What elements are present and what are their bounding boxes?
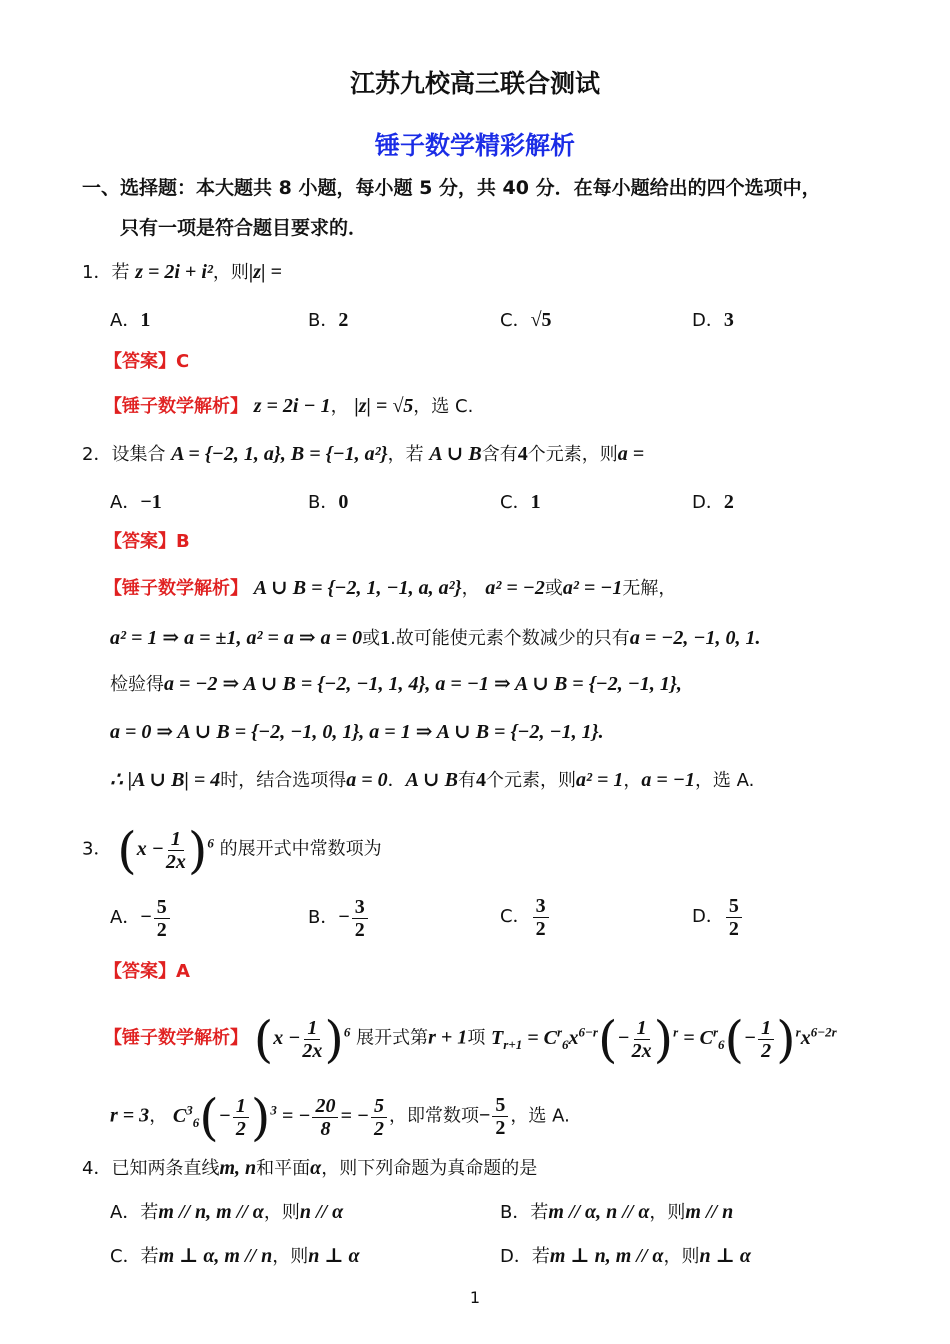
q1-option-a	[110, 308, 150, 333]
q1-expr: z = 2i + i²	[135, 261, 213, 283]
math	[253, 1010, 351, 1069]
math: A ∪ B	[405, 769, 459, 791]
q3-option-b	[308, 892, 370, 943]
q1-ask: |z| =	[248, 261, 282, 283]
math: a² = 1 ⇒ a = ±1, a² = a ⇒ a = 0	[110, 627, 363, 649]
denominator: 2	[495, 1117, 506, 1140]
question-2	[82, 442, 644, 467]
q2-analysis-line-1	[104, 576, 676, 601]
math: x −	[136, 837, 164, 860]
text: 展开式第	[356, 1027, 429, 1049]
numerator: 5	[154, 896, 170, 919]
numerator: 1	[233, 1095, 249, 1118]
question-4	[82, 1156, 537, 1181]
numerator: 3	[352, 896, 368, 919]
q4-option-d	[500, 1244, 751, 1269]
q2-analysis-line-2	[110, 626, 760, 651]
denominator: 2	[373, 1117, 384, 1140]
superscript: 6−2r	[810, 1024, 837, 1039]
q1-option-c	[500, 308, 552, 333]
numerator: 5	[726, 895, 742, 918]
text: ，选 A.	[694, 770, 755, 791]
fraction	[302, 1017, 322, 1062]
subscript: r+1	[503, 1036, 523, 1052]
paren: (	[597, 1010, 618, 1069]
math: = C	[683, 1026, 713, 1049]
math: $C^3_6(-$ $\frac{1}{2}$ )$^3$ = − $\frac{20}{8}$ = − $\frac{5}{2}$	[173, 1105, 389, 1127]
text: 的展开式中常数项为	[219, 838, 382, 860]
fraction	[758, 1017, 774, 1062]
q2-number: 2．	[82, 444, 112, 465]
option-label: D．	[692, 906, 724, 927]
answer-label: 【答案】	[104, 531, 176, 552]
fraction	[154, 896, 170, 941]
q3-expr	[117, 821, 214, 880]
superscript: r	[712, 1024, 719, 1039]
q2-answer	[104, 530, 190, 554]
sign: −	[338, 906, 350, 928]
q3-answer	[104, 960, 190, 984]
text: ，	[623, 770, 642, 791]
superscript: r	[673, 1024, 679, 1039]
text: ，	[149, 1105, 168, 1127]
text: ，则	[663, 1246, 700, 1267]
answer-value: A	[176, 961, 190, 982]
denominator: 2x	[165, 850, 186, 873]
math: T	[491, 1026, 504, 1049]
option-value: √5	[530, 309, 552, 331]
option-label: C．	[110, 1246, 141, 1267]
math: = C	[527, 1026, 557, 1049]
denominator: 8	[320, 1117, 331, 1140]
q2-analysis-line-4	[110, 720, 604, 745]
text: ，则	[272, 1246, 309, 1267]
q4-option-a	[110, 1200, 343, 1225]
sign: −	[140, 906, 152, 928]
fraction	[726, 895, 742, 940]
text: 有	[458, 770, 477, 791]
math: m, n	[219, 1157, 257, 1179]
fraction	[632, 1017, 652, 1062]
q1-number: 1．	[82, 262, 112, 283]
page-number: 1	[469, 1288, 481, 1307]
text: 检验得	[110, 674, 164, 695]
text: 个元素，则	[527, 444, 618, 465]
paren: (	[199, 1088, 219, 1147]
q3-option-a	[110, 892, 172, 943]
math: n // α	[299, 1201, 344, 1223]
text: ，若	[387, 444, 424, 465]
page-title: 江苏九校高三联合测试	[349, 69, 600, 98]
paren: (	[117, 821, 137, 880]
option-label: C．	[500, 906, 531, 927]
math: x	[800, 1026, 811, 1049]
superscript: 6−r	[578, 1024, 598, 1039]
math: −	[617, 1026, 630, 1049]
option-value: 1	[530, 491, 541, 513]
q3-number: 3．	[82, 838, 112, 860]
option-value: 3	[723, 309, 734, 331]
math: 4	[476, 769, 487, 791]
option-label: D．	[692, 310, 724, 331]
math: x	[568, 1026, 579, 1049]
numerator: 1	[304, 1017, 320, 1040]
answer-label: 【答案】	[104, 351, 176, 372]
option-label: B．	[308, 907, 339, 928]
paren: )	[776, 1010, 796, 1069]
question-1	[82, 260, 282, 285]
option-value: 1	[140, 309, 151, 331]
superscript: r	[795, 1024, 801, 1039]
q2-option-a	[110, 490, 162, 515]
superscript: 3	[186, 1102, 193, 1117]
option-label: B．	[308, 492, 339, 513]
q4-option-c	[110, 1244, 360, 1269]
text: ，即常数项	[388, 1105, 479, 1127]
fraction	[233, 1095, 249, 1140]
text: 或	[544, 578, 563, 599]
q1-option-b	[308, 308, 348, 333]
option-label: D．	[500, 1246, 532, 1267]
option-label: A．	[110, 310, 141, 331]
math: −	[744, 1026, 757, 1049]
option-value: 2	[338, 309, 349, 331]
math: m ⊥ n, m // α	[549, 1245, 664, 1267]
text: 个元素，则	[486, 770, 577, 791]
math: α	[310, 1157, 322, 1179]
denominator: 2x	[631, 1039, 652, 1062]
q4-option-b	[500, 1200, 733, 1225]
q2-option-d	[692, 490, 734, 515]
text: ，则	[263, 1202, 300, 1223]
denominator: 2x	[302, 1039, 323, 1062]
q2-analysis-line-5	[110, 768, 754, 793]
fraction	[371, 1095, 387, 1140]
analysis-label: 【锤子数学解析】	[104, 1027, 248, 1049]
paren: )	[187, 821, 208, 880]
math: n ⊥ α	[699, 1245, 751, 1267]
sign: −	[478, 1104, 491, 1127]
superscript: r	[556, 1024, 563, 1039]
math: m // α, n // α	[548, 1201, 650, 1223]
answer-label: 【答案】	[104, 961, 176, 982]
fraction	[533, 895, 549, 940]
text: ，选 A.	[510, 1105, 570, 1127]
option-label: A．	[110, 492, 141, 513]
subscript: 6	[192, 1114, 200, 1130]
numerator: 1	[634, 1017, 650, 1040]
denominator: 2	[761, 1039, 772, 1062]
analysis-label: 【锤子数学解析】	[104, 396, 248, 417]
numerator: 1	[758, 1017, 774, 1040]
text: 含有	[481, 444, 518, 465]
math: a = −1	[641, 769, 695, 791]
math: = −	[340, 1104, 369, 1127]
text: 若	[531, 1246, 550, 1267]
math: ∴ |A ∪ B| = 4	[110, 769, 221, 791]
fraction	[492, 1094, 508, 1139]
q2-option-b	[308, 490, 348, 515]
option-label: D．	[692, 492, 724, 513]
math: m // n, m // α	[158, 1201, 264, 1223]
text: 若	[530, 1202, 549, 1223]
option-label: C．	[500, 310, 531, 331]
q1-mid: ，则	[212, 262, 249, 283]
section-heading-cont: 只有一项是符合题目要求的．	[120, 217, 368, 239]
math: r + 1	[428, 1026, 468, 1049]
q1-answer	[104, 350, 189, 374]
fraction	[166, 828, 186, 873]
q3-analysis-line-1	[104, 1006, 837, 1071]
text: 时，结合选项得	[220, 770, 347, 791]
text: 设集合	[111, 444, 166, 465]
superscript: 3	[270, 1102, 277, 1117]
section-heading: 一、选择题：本大题共 8 小题，每小题 5 分，共 40 分．在每小题给出的四个选项中，	[82, 177, 821, 199]
answer-value: C	[176, 351, 190, 372]
option-label: A．	[110, 907, 141, 928]
math: a² = −2	[485, 577, 545, 599]
denominator: 2	[354, 918, 365, 941]
math: a² = 1	[576, 769, 624, 791]
math: 4	[517, 443, 528, 465]
text: ，选 C.	[413, 396, 474, 417]
numerator: 5	[371, 1095, 387, 1118]
q4-number: 4．	[82, 1158, 112, 1179]
math: m // n	[685, 1201, 734, 1223]
text: ，	[461, 578, 480, 599]
subscript: 6	[562, 1036, 569, 1052]
math	[491, 1010, 837, 1069]
text: ．	[387, 770, 406, 791]
math: a =	[617, 443, 645, 465]
text: 若	[140, 1202, 159, 1223]
q2-analysis-line-3	[110, 672, 682, 697]
denominator: 2	[235, 1117, 246, 1140]
fraction	[352, 896, 368, 941]
numerator: 5	[492, 1094, 508, 1117]
option-label: B．	[500, 1202, 531, 1223]
page-subtitle: 锤子数学精彩解析	[374, 131, 575, 160]
q1-option-d	[692, 308, 734, 333]
math: z = 2i − 1	[253, 395, 331, 417]
math: x −	[273, 1026, 301, 1049]
math: C	[172, 1104, 187, 1127]
math: a = 0 ⇒ A ∪ B = {−2, −1, 0, 1}, a = 1 ⇒ A ∪ B = {−2, −1, 1}.	[110, 721, 604, 743]
math: 1	[380, 627, 391, 649]
analysis-label: 【锤子数学解析】	[104, 578, 248, 599]
numerator: 20	[312, 1095, 338, 1118]
exponent: 6	[207, 835, 214, 850]
math: a = 0	[346, 769, 388, 791]
option-value: −1	[140, 491, 162, 513]
text: 若	[140, 1246, 159, 1267]
fraction	[312, 1095, 338, 1140]
math: A = {−2, 1, a}, B = {−1, a²}	[171, 443, 388, 465]
denominator: 2	[728, 917, 739, 940]
q3-analysis-line-2	[110, 1084, 570, 1149]
math: m ⊥ α, m // n	[158, 1245, 273, 1267]
text: ，	[330, 396, 349, 417]
question-3	[82, 818, 382, 880]
text: ，则	[649, 1202, 686, 1223]
paren: )	[653, 1010, 674, 1069]
math: a² = −1	[562, 577, 623, 599]
denominator: 2	[156, 918, 167, 941]
q3-option-c	[500, 892, 551, 942]
paren: (	[253, 1010, 274, 1069]
math: a = −2, −1, 0, 1.	[629, 627, 761, 649]
math: n ⊥ α	[308, 1245, 360, 1267]
text: 无解，	[622, 578, 677, 599]
numerator: 3	[533, 895, 549, 918]
numerator: 1	[168, 828, 184, 851]
option-value: 2	[723, 491, 734, 513]
exponent: 6	[343, 1024, 351, 1039]
paren: (	[724, 1010, 745, 1069]
option-label: B．	[308, 310, 339, 331]
math: = −	[281, 1104, 311, 1127]
option-label: A．	[110, 1202, 141, 1223]
answer-value: B	[176, 531, 190, 552]
math: A ∪ B	[429, 443, 482, 465]
q2-option-c	[500, 490, 541, 515]
option-label: C．	[500, 492, 531, 513]
math: |z| = √5	[354, 395, 414, 417]
q3-option-d	[692, 892, 744, 942]
math: r = 3	[110, 1104, 150, 1127]
text: .故可能使元素个数减少的只有	[390, 628, 630, 649]
math: a = −2 ⇒ A ∪ B = {−2, −1, 1, 4}, a = −1 ⇒ A ∪ B = {−2, −1, 1},	[164, 673, 682, 695]
q1-analysis	[104, 394, 473, 419]
text: 项	[467, 1027, 486, 1049]
denominator: 2	[535, 917, 546, 940]
text: 和平面	[256, 1158, 311, 1179]
paren: )	[250, 1088, 271, 1147]
text: 已知两条直线	[111, 1158, 220, 1179]
text: ，则下列命题为真命题的是	[321, 1158, 538, 1179]
subscript: 6	[718, 1036, 725, 1052]
math: A ∪ B = {−2, 1, −1, a, a²}	[253, 577, 462, 599]
option-value: 0	[338, 491, 349, 513]
q1-pre: 若	[111, 262, 130, 283]
paren: )	[324, 1010, 344, 1069]
text: 或	[362, 628, 381, 649]
